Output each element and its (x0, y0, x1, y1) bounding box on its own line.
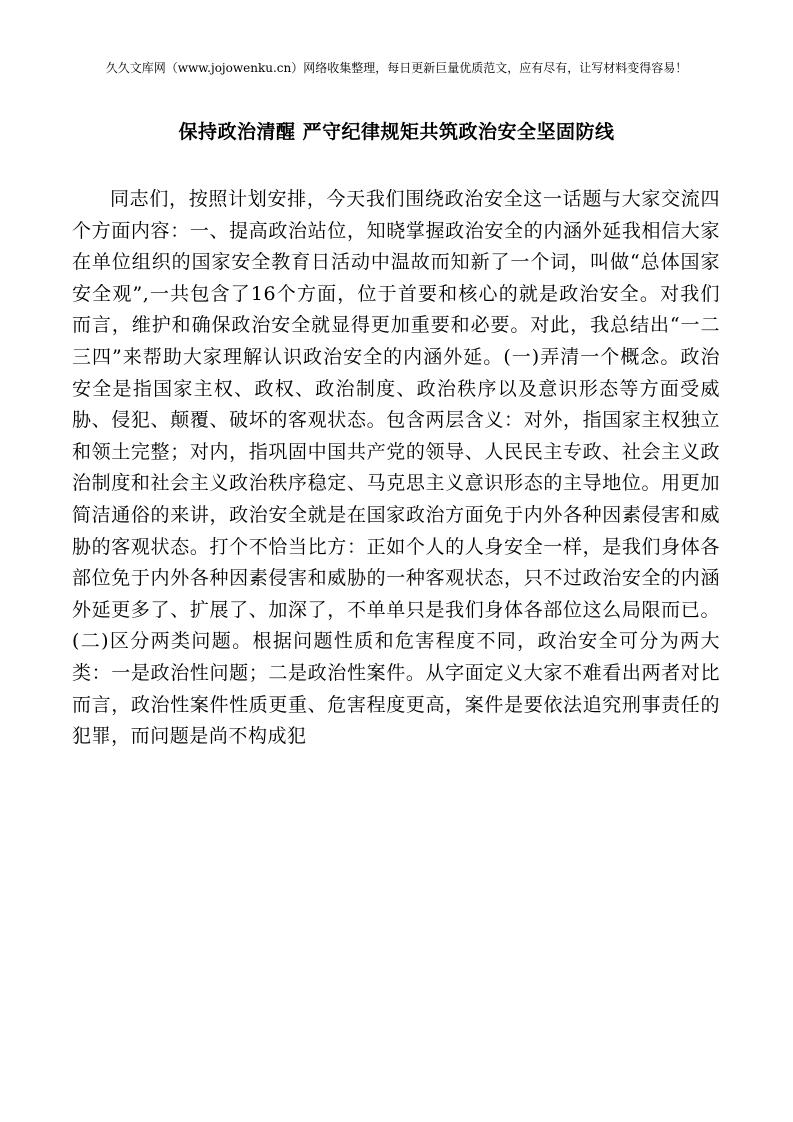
document-body-paragraph: 同志们，按照计划安排，今天我们围绕政治安全这一话题与大家交流四个方面内容：一、提高政治站位，知晓掌握政治安全的内涵外延我相信大家在单位组织的国家安全教育日活动中温故而知新了一个词，叫做“总体国家安全观”,一共包含了16个方面，位于首要和核心的就是政治安全。对我们而言，维护和确保政治安全就显得更加重要和必要。对此，我总结出“一二三四”来帮助大家理解认识政治安全的内涵外延。(一)弄清一个概念。政治安全是指国家主权、政权、政治制度、政治秩序以及意识形态等方面受威胁、侵犯、颠覆、破坏的客观状态。包含两层含义：对外，指国家主权独立和领土完整；对内，指巩固中国共产党的领导、人民民主专政、社会主义政治制度和社会主义政治秩序稳定、马克思主义意识形态的主导地位。用更加简洁通俗的来讲，政治安全就是在国家政治方面免于内外各种因素侵害和威胁的客观状态。打个不恰当比方：正如个人的人身安全一样，是我们身体各部位免于内外各种因素侵害和威胁的一种客观状态，只不过政治安全的内涵外延更多了、扩展了、加深了，不单单只是我们身体各部位这么局限而已。(二)区分两类问题。根据问题性质和危害程度不同，政治安全可分为两大类：一是政治性问题；二是政治性案件。从字面定义大家不难看出两者对比而言，政治性案件性质更重、危害程度更高，案件是要依法追究刑事责任的犯罪，而问题是尚不构成犯 (72, 188, 720, 748)
site-header-notice: 久久文库网（www.jojowenku.cn）网络收集整理，每日更新巨量优质范文，应有尽有，让写材料变得容易！ (105, 61, 688, 75)
document-title: 保持政治清醒 严守纪律规矩共筑政治安全坚固防线 (178, 120, 615, 143)
